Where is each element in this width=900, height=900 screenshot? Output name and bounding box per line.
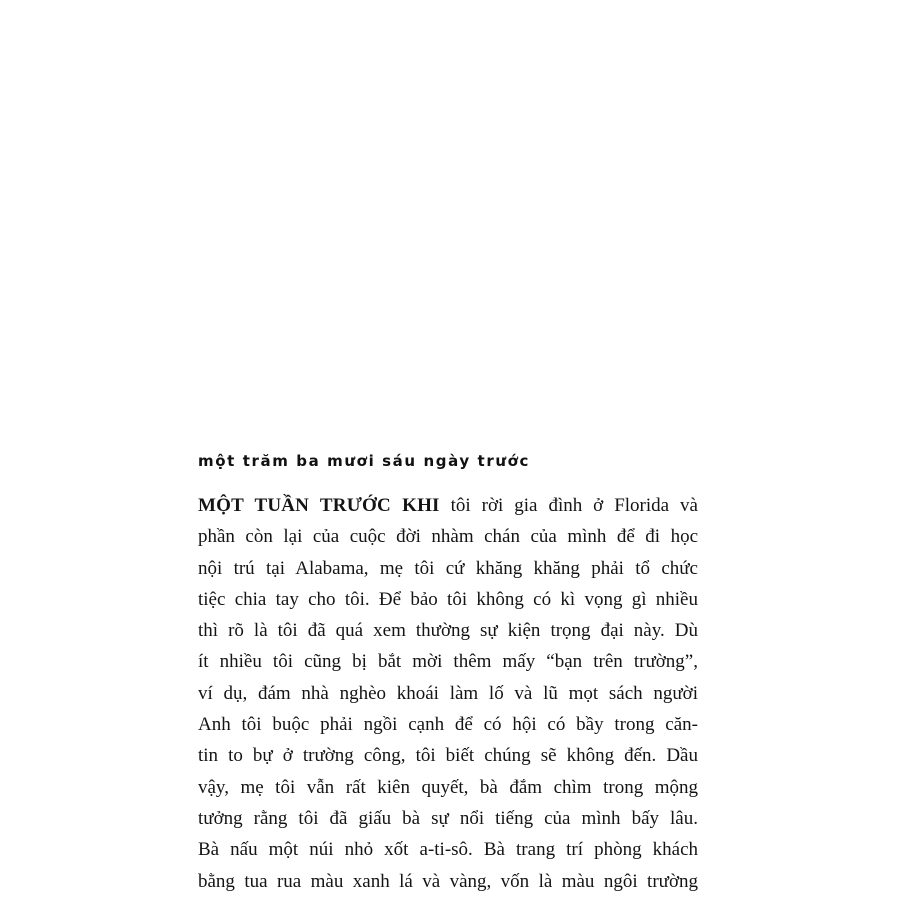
paragraph-line: tiệc chia tay cho tôi. Để bảo tôi không có kì vọng gì nhiều: [198, 588, 698, 610]
paragraph-line: phần còn lại của cuộc đời nhàm chán của mình để đi học: [198, 526, 698, 548]
paragraph-line: thì rõ là tôi đã quá xem thường sự kiện trọng đại này. Dù: [198, 620, 698, 642]
paragraph-line-text: tôi rời gia đình ở Florida và: [439, 495, 698, 516]
paragraph-line: Anh tôi buộc phải ngồi cạnh để có hội có bầy trong căn-: [198, 714, 698, 736]
paragraph-line: ít nhiều tôi cũng bị bắt mời thêm mấy “bạn trên trường”,: [198, 651, 698, 673]
paragraph-line: tin to bự ở trường công, tôi biết chúng sẽ không đến. Dầu: [198, 745, 698, 767]
paragraph-line: bằng tua rua màu xanh lá và vàng, vốn là màu ngôi trường: [198, 870, 698, 892]
paragraph-line: nội trú tại Alabama, mẹ tôi cứ khăng khăng phải tổ chức: [198, 557, 698, 579]
chapter-heading: một trăm ba mươi sáu ngày trước: [198, 452, 530, 470]
body-paragraph: [198, 490, 698, 897]
paragraph-line: tưởng rằng tôi đã giấu bà sự nổi tiếng của mình bấy lâu.: [198, 807, 698, 829]
paragraph-line: vậy, mẹ tôi vẫn rất kiên quyết, bà đắm chìm trong mộng: [198, 776, 698, 798]
lead-in-caps: MỘT TUẦN TRƯỚC KHI: [198, 495, 440, 516]
paragraph-line: Bà nấu một núi nhỏ xốt a-ti-sô. Bà trang trí phòng khách: [198, 839, 698, 861]
paragraph-line: ví dụ, đám nhà nghèo khoái làm lố và lũ mọt sách người: [198, 682, 698, 704]
paragraph-line: [198, 490, 698, 521]
